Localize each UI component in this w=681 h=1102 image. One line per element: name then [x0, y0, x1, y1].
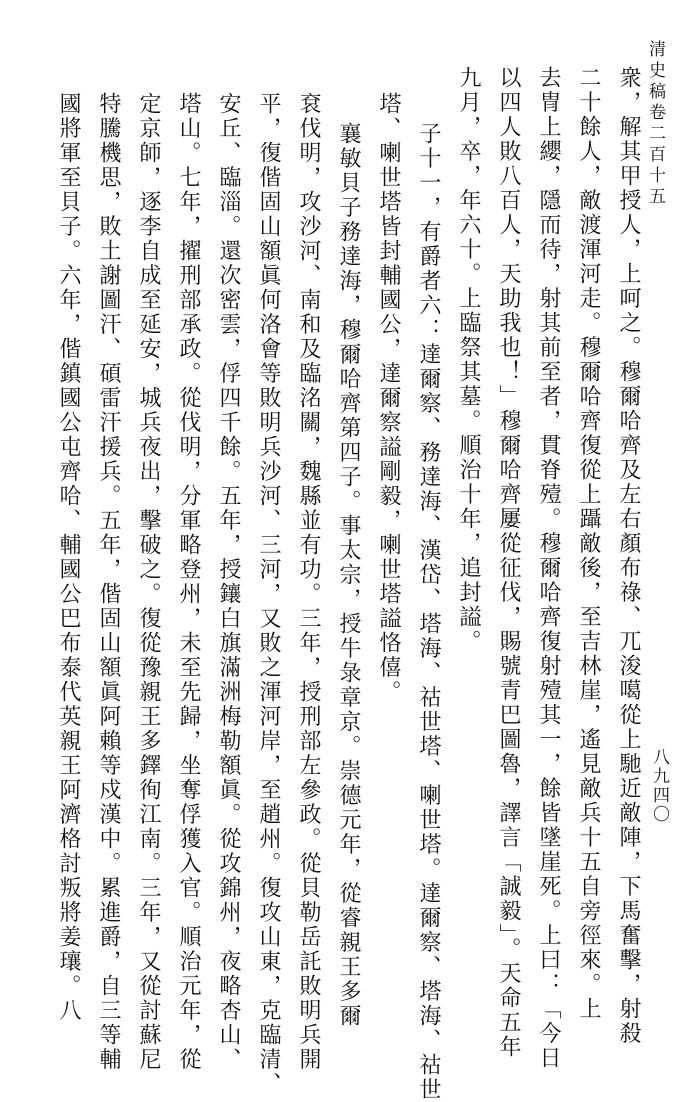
text-column: 去冑上纓，隱而待，射其前至者，貫脊殪。穆爾哈齊復射殪其一，餘皆墜崖死。上曰：「今日: [536, 66, 561, 1071]
text-column: 特騰機思，敗土謝圖汗、碩雷汗援兵。五年，偕固山額眞阿賴等戍漢中。累進爵，自三等輔: [96, 92, 121, 1072]
text-column: 九月，卒，年六十。上臨祭其墓。順治十年，追封謚。: [456, 66, 481, 654]
page-number: 八九四〇: [649, 748, 669, 824]
text-column: 袞伐明，攻沙河、南和及臨洺關，魏縣並有功。三年，授刑部左參政。從貝勒岳託敗明兵開: [296, 92, 321, 1072]
text-column: 子十一，有爵者六：達爾察、務達海、漢岱、塔海、祜世塔、喇世塔。達爾察、塔海、祜世: [416, 122, 441, 1102]
text-column: 塔、喇世塔皆封輔國公，達爾察謚剛毅，喇世塔謚恪僖。: [376, 92, 401, 705]
text-column: 平，復偕固山額眞何洛會等敗明兵沙河、三河，又敗之渾河岸，至趙州。復攻山東，克臨清、: [256, 92, 281, 1097]
running-header-title: 清史稿卷二百十五: [645, 40, 665, 208]
text-column: 二十餘人，敵渡渾河走。穆爾哈齊復從上躡敵後，至吉林崖，遙見敵兵十五自旁徑來。上: [576, 66, 601, 1022]
text-column: 襄敏貝子務達海，穆爾哈齊第四子。事太宗，授牛彔章京。崇德元年，從睿親王多爾: [336, 122, 361, 1029]
text-column: 衆，解其甲授人，上呵之。穆爾哈齊及左右顏布祿、兀浚噶從上馳近敵陣，下馬奮擊，射殺: [616, 66, 641, 1046]
text-column: 國將軍至貝子。六年，偕鎮國公屯齊哈、輔國公巴布泰代英親王阿濟格討叛將姜瓖。八: [56, 92, 81, 1023]
text-column: 以四人敗八百人，天助我也！」穆爾哈齊屢從征伐，賜號青巴圖魯，譯言「誠毅」。天命五年: [496, 66, 521, 1060]
text-column: 定京師，逐李自成至延安，城兵夜出，擊破之。復從豫親王多鐸徇江南。三年，又從討蘇尼: [136, 92, 161, 1072]
text-column: 塔山。七年，擢刑部承政。從伐明，分軍略登州，未至先歸，坐奪俘獲入官。順治元年，從: [176, 92, 201, 1072]
text-column: 安丘、臨淄。還次密雲，俘四千餘。五年，授鑲白旗滿洲梅勒額眞。從攻錦州，夜略杏山、: [216, 92, 241, 1072]
